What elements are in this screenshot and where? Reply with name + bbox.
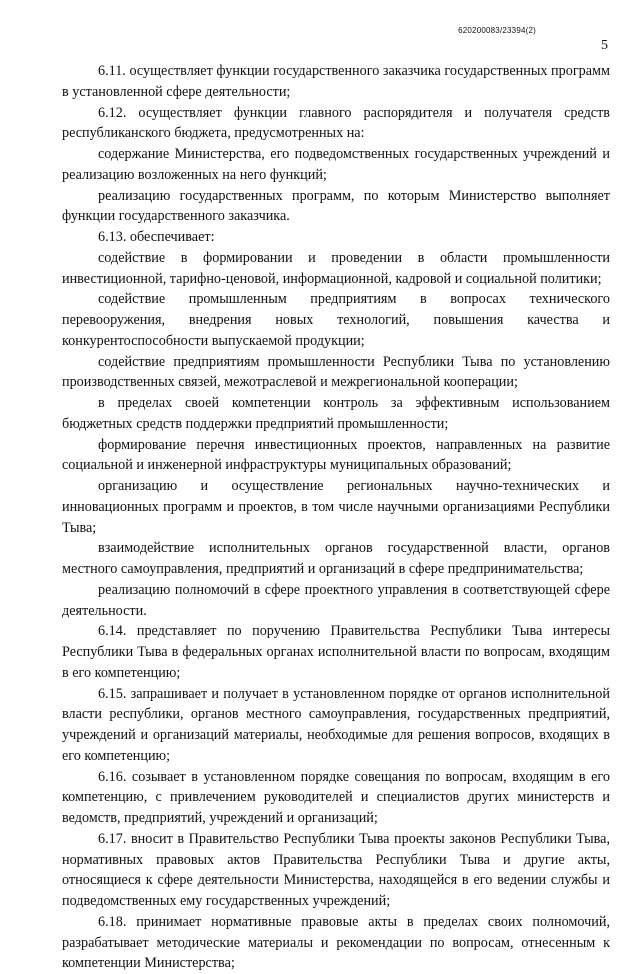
paragraph: 6.13. обеспечивает: — [98, 229, 215, 245]
document-body — [62, 61, 610, 974]
paragraph: 6.18. принимает нормативные правовые акты в пределах своих полномочий, разрабатывает методические материалы и рекомендации по вопросам, отнесенным к компетенции Министерства; — [62, 913, 610, 972]
paragraph: в пределах своей компетенции контроль за эффективным использованием бюджетных средств поддержки предприятий промышленности; — [62, 395, 610, 432]
page-number: 5 — [601, 38, 608, 53]
paragraph: реализацию государственных программ, по которым Министерство выполняет функции государственного заказчика. — [62, 187, 610, 225]
document-id: 620200083/23394(2) — [458, 26, 536, 35]
paragraph: содействие предприятиям промышленности Республики Тыва по установлению производственных связей, межотраслевой и межрегиональной кооперации; — [62, 353, 610, 391]
paragraph: содействие промышленным предприятиям в вопросах технического перевооружения, внедрения новых технологий, повышения качества и конкурентоспособности выпускаемой продукции; — [62, 291, 610, 349]
paragraph: содействие в формировании и проведении в области промышленности инвестиционной, тарифно-ценовой, информационной, кадровой и социальной политики; — [62, 249, 610, 287]
paragraph: 6.17. вносит в Правительство Республики Тыва проекты законов Республики Тыва, нормативных правовых актов Правительства Республики Тыва и другие акты, относящиеся к сфере деятельности Министерства, находящейся в его ведении службы и подведомственных ему государственных учреждений; — [62, 830, 610, 909]
paragraph: 6.15. запрашивает и получает в установленном порядке от органов исполнительной власти республики, органов местного самоуправления, государственных предприятий, учреждений и организаций материалы, необходимые для решения вопросов, входящих в его компетенцию; — [62, 685, 610, 764]
paragraph: 6.12. осуществляет функции главного распорядителя и получателя средств республиканского бюджета, предусмотренных на: — [62, 104, 610, 142]
paragraph: организацию и осуществление региональных научно-технических и инновационных программ и проектов, в том числе научными организациями Республики Тыва; — [62, 478, 610, 536]
paragraph: 6.11. осуществляет функции государственного заказчика государственных программ в установленной сфере деятельности; — [62, 63, 610, 100]
paragraph: 6.16. созывает в установленном порядке совещания по вопросам, входящим в его компетенцию, с привлечением руководителей и специалистов других министерств и ведомств, предприятий, учреждений и организаций; — [62, 768, 610, 826]
paragraph: 6.14. представляет по поручению Правительства Республики Тыва интересы Республики Тыва в федеральных органах исполнительной власти по вопросам, входящим в его компетенцию; — [62, 623, 610, 681]
paragraph: взаимодействие исполнительных органов государственной власти, органов местного самоуправления, предприятий и организаций в сфере предпринимательства; — [62, 540, 610, 577]
paragraph: реализацию полномочий в сфере проектного управления в соответствующей сфере деятельности. — [62, 581, 610, 619]
paragraph: содержание Министерства, его подведомственных государственных учреждений и реализацию возложенных на него функций; — [62, 146, 610, 183]
paragraph: формирование перечня инвестиционных проектов, направленных на развитие социальной и инженерной инфраструктуры муниципальных образований; — [62, 436, 610, 474]
